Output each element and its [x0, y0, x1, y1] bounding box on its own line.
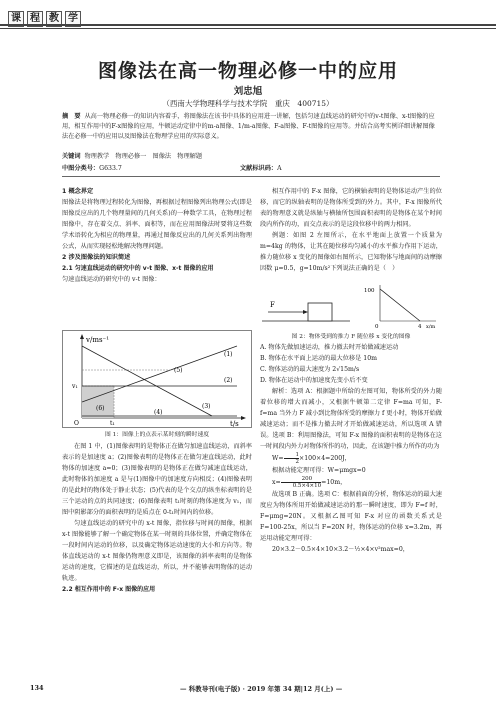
x-unit: x/m [426, 324, 436, 329]
x-axis-label: t/s [230, 420, 239, 428]
option-b: B. 物体在水平面上运动的最大位移是 10m [260, 355, 377, 362]
header-rule [0, 24, 496, 26]
classification [62, 163, 440, 172]
shaded-area [82, 386, 114, 418]
figure-2-caption: 图 2：物体受到的推力 F 随位移 x 变化的图像 [291, 334, 411, 340]
paragraph: 图像法是将物理过程转化为图像，再根据过程图像列出物理公式(即是图像反应出的几个物理量间的几何关系)的一种数学工具，在物理过程图像中，存在着交点、斜率、面积等，而在应用图像法时要将这些数学术语转化为相应的物理量，再通过图像反应出的几何关系列出物理公式，从而实现轻松地解决物理问题。 [62, 199, 252, 250]
label-1: (1) [224, 351, 233, 358]
block [308, 303, 332, 321]
paragraph: 根据动能定理可得：W=μmgx=0 [272, 467, 366, 474]
f-value: 100 [364, 288, 375, 294]
keywords-label: 关键词 [62, 153, 81, 160]
paper-title: 图像法在高一物理必修一中的应用 [97, 60, 398, 82]
abstract [62, 112, 440, 142]
paragraph: 相互作用中的 F-x 图像，它的横轴表明的是物体运动产生的位移，而它的纵轴表明的是物体所受到的外力。其中，F-x 图像所代表的物理意义就是纵轴与横轴所包围面积表明的是物体在某个时间段内所作的功，而交点表示的是这段位移中的两力相同。 [260, 188, 442, 228]
abstract-divider [62, 176, 440, 177]
header-char: 学 [65, 11, 81, 27]
section-heading: 2 涉及图像法的知识简述 [62, 254, 131, 261]
equation-2: x= $\frac{200}{0.5\times 4\times 10}$ =10m， [272, 476, 347, 489]
figure-1-vt-graph [62, 330, 252, 428]
paragraph: 例题：如图 2 左图所示，在水平地面上放置一个质量为 m=4kg 的物体，让其在随位移均匀减小的水平推力作用下运动，推力随位移 x 变化的图像如右图所示，已知物体与地面间的动摩擦因数 μ=0.5，g=10m/s²下列说法正确的是（ ） [260, 232, 442, 272]
left-column-upper [62, 186, 252, 285]
label-6: (6) [96, 405, 105, 412]
x-arrow-icon [241, 416, 246, 420]
force-line [380, 289, 420, 321]
equation-3: 20×3.2－0.5×4×10×3.2－½×4×v²max=0， [272, 546, 409, 553]
t1-label: t₁ [110, 420, 115, 427]
header-char: 程 [27, 11, 43, 27]
column-header [8, 6, 138, 22]
v1-label: v₁ [72, 383, 78, 390]
header-rule-thin [0, 28, 496, 29]
header-char: 教 [46, 11, 62, 27]
origin-label: O [74, 420, 79, 427]
paragraph: 解析：选项 A：根据题中所给的左图可知，物体所受的外力随着位移的增大而减小，又根据牛顿第二定律 F=ma 可知，F-f=ma 当外力 F 减小到比物体所受的摩擦力 f 更小时，物体开始做减速运动；而不是推力撤去时才开始做减速运动，所以选项 A 错误。选项 B：利用图像法，可知 F-x 图像的面积表明的是物体在这一时间段内外力对物体所作的功，因此，在该题中推力所作的功为 [260, 388, 442, 450]
origin: 0 [375, 324, 379, 329]
keywords [62, 151, 440, 160]
subsection-heading: 2.2 相互作用中的 F-x 图像的应用 [62, 586, 156, 593]
option-c: C. 物体运动的最大速度为 2√15m/s [260, 366, 360, 373]
doc-value: A [277, 165, 282, 172]
keywords-text: 物理教学 物理必修一 图像法 物理解题 [84, 153, 203, 160]
abstract-label: 摘 要 [62, 113, 81, 120]
subsection-heading: 2.1 匀速直线运动的研究中的 v-t 图像、x-t 图像的应用 [62, 265, 214, 272]
eq1-left: W= [272, 455, 284, 462]
fraction: $\frac{200}{0.5\times 4\times 10}$ [281, 476, 321, 489]
arrow-head-icon [303, 310, 308, 314]
paragraph: 匀速直线运动的研究中的 v-t 图像： [62, 276, 161, 283]
label-3: (3) [202, 403, 211, 410]
paragraph: 匀速直线运动的研究中的 x-t 图像，指位移与时间的图像，根据 x-t 图像能够了解一个确定物体在某一时刻的具体位置，并确定物体在一段时间内运动的位移，以及确定物体运动速度的大小和方向等。物体直线运动的 x-t 图像仍物理意义即是，该图像的斜率表明的是物体运动的速度，它描述的是直线运动，所以，并不能够表明物体的运动轨迹。 [62, 520, 252, 582]
force-label: F [270, 301, 275, 309]
label-4: (4) [154, 409, 163, 416]
clc-value: G633.7 [99, 165, 122, 172]
x-value: 4 [418, 324, 422, 329]
clc-label: 中图分类号： [62, 165, 100, 172]
doc-label: 文献标识码： [240, 165, 278, 172]
affiliation: （西南大学物理科学与技术学院 重庆 400715） [162, 99, 334, 108]
abstract-text: 从高一物理必修一的知识内容着手，将图像法在该书中具体的应用进一讲解，包括匀速直线运动的研究中的v-t图像、x-t图像的应用，相互作用中的F-x图像的应用，牛顿运动定律中的m-a图像、1/m-a图像、F-a图像、F-t图像的应用等。并结合高考实例详细讲解图像法在必修一中的应用以及图像法在物理学应用的实际意义。 [62, 113, 435, 140]
figure-1-caption: 图 1：图像上的点表示某时刻的瞬时速度 [104, 432, 210, 438]
right-column-upper [260, 186, 442, 274]
label-5: (5) [174, 367, 183, 374]
figure-2 [260, 281, 442, 329]
eq2-right: =10m， [321, 479, 347, 486]
line-1 [82, 346, 237, 402]
label-2: (2) [224, 377, 233, 384]
y-arrow-icon [80, 334, 84, 339]
paragraph: 故选项 B 正确。选项 C：根据前面的分析，物体运动的最大速度应为物体所用开始做减速运动的那一瞬时速度，即为 F=f 时，F=μmg=20N。又根据乙图可知 F-x 对应的函数关系式是 F=100-25x，所以当 F=20N 时，物体运动的位移 x=3.2m，再运用动能定理可得： [260, 491, 442, 542]
page-number: 134 [30, 684, 44, 692]
y-axis-label: v/ms⁻¹ [86, 336, 110, 344]
eq1-right: ×100×4=200J， [299, 455, 351, 462]
equation-1 [260, 452, 442, 465]
option-d: D. 物体在运动中的加速度先变小后不变 [260, 377, 368, 384]
right-column-lower [260, 342, 442, 555]
journal-info: — 科教导刊(电子版) · 2019 年第 34 期|12 月(上) — [180, 685, 343, 693]
left-column-lower [62, 441, 252, 595]
fraction-half: $\frac{1}{2}$ [284, 452, 300, 465]
section-heading: 1 概念界定 [62, 188, 94, 195]
paragraph: 在图 1 中，(1)图像表明的是物体正在做匀加速直线运动，而斜率表示的是加速度 a；(2)图像表明的是物体正在做匀速直线运动，此时物体的加速度 a=0；(3)图像表明的是物体正在做匀减速直线运动，此时物体的加速度 a 是与(1)图像中的加速度方向相反；(4)图像表明的是此时的物体处于静止状态；(5)代表的是个交点的纵坐标表明的是三个运动的点的共同速度；(6)图像表明 t₁时刻的物体速度为 v₁，而图中阴影部分的面积表明的是质点在 0-t₁时间内的位移。 [62, 443, 252, 516]
header-char: 课 [8, 11, 24, 27]
author: 刘忠旭 [233, 86, 263, 97]
option-a: A. 物体先做加速运动，推力撤去时开始做减速运动 [260, 344, 399, 351]
